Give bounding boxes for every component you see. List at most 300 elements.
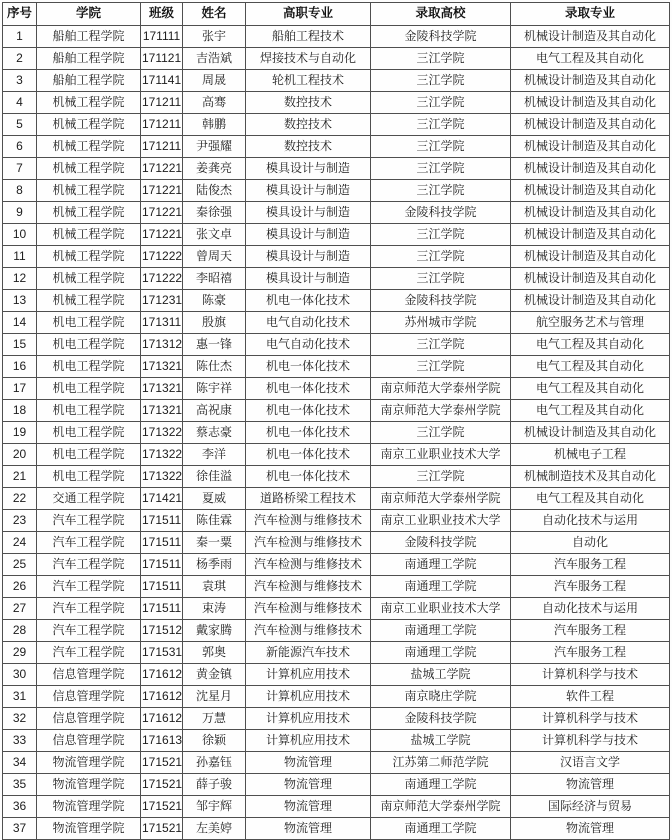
cell-admitted_university: 南通理工学院 <box>371 620 511 642</box>
cell-no: 23 <box>3 510 37 532</box>
cell-class_no: 171421 <box>141 488 183 510</box>
cell-college: 机械工程学院 <box>37 92 141 114</box>
cell-class_no: 171211 <box>141 114 183 136</box>
cell-no: 24 <box>3 532 37 554</box>
cell-admitted_major: 电气工程及其自动化 <box>511 334 670 356</box>
cell-vocational_major: 物流管理 <box>246 774 371 796</box>
cell-name: 李洋 <box>183 444 246 466</box>
cell-vocational_major: 数控技术 <box>246 92 371 114</box>
cell-college: 物流管理学院 <box>37 752 141 774</box>
table-row <box>3 796 670 818</box>
cell-vocational_major: 机电一体化技术 <box>246 378 371 400</box>
cell-admitted_major: 机械设计制造及其自动化 <box>511 26 670 48</box>
cell-admitted_university: 南京工业职业技术大学 <box>371 444 511 466</box>
table-row <box>3 26 670 48</box>
cell-vocational_major: 模具设计与制造 <box>246 224 371 246</box>
cell-name: 束涛 <box>183 598 246 620</box>
cell-name: 秦一粟 <box>183 532 246 554</box>
cell-class_no: 171521 <box>141 796 183 818</box>
cell-class_no: 171111 <box>141 26 183 48</box>
column-header-name: 姓名 <box>183 3 246 26</box>
cell-name: 邹宇辉 <box>183 796 246 818</box>
cell-college: 机械工程学院 <box>37 180 141 202</box>
cell-college: 交通工程学院 <box>37 488 141 510</box>
cell-class_no: 171531 <box>141 642 183 664</box>
column-header-admitted_major: 录取专业 <box>511 3 670 26</box>
cell-vocational_major: 轮机工程技术 <box>246 70 371 92</box>
cell-college: 机电工程学院 <box>37 400 141 422</box>
cell-no: 27 <box>3 598 37 620</box>
cell-class_no: 171511 <box>141 598 183 620</box>
table-row <box>3 400 670 422</box>
table-row <box>3 554 670 576</box>
cell-class_no: 171322 <box>141 466 183 488</box>
cell-vocational_major: 电气自动化技术 <box>246 312 371 334</box>
column-header-admitted_university: 录取高校 <box>371 3 511 26</box>
cell-admitted_major: 计算机科学与技术 <box>511 730 670 752</box>
cell-college: 机电工程学院 <box>37 466 141 488</box>
cell-admitted_university: 盐城工学院 <box>371 664 511 686</box>
cell-admitted_major: 物流管理 <box>511 818 670 840</box>
cell-no: 34 <box>3 752 37 774</box>
cell-class_no: 171231 <box>141 290 183 312</box>
cell-admitted_major: 物流管理 <box>511 774 670 796</box>
cell-college: 汽车工程学院 <box>37 598 141 620</box>
cell-class_no: 171322 <box>141 444 183 466</box>
cell-no: 32 <box>3 708 37 730</box>
cell-admitted_major: 机械电子工程 <box>511 444 670 466</box>
cell-vocational_major: 汽车检测与维修技术 <box>246 598 371 620</box>
cell-admitted_university: 金陵科技学院 <box>371 290 511 312</box>
cell-name: 张文卓 <box>183 224 246 246</box>
table-row <box>3 774 670 796</box>
cell-vocational_major: 机电一体化技术 <box>246 356 371 378</box>
cell-admitted_university: 三江学院 <box>371 180 511 202</box>
cell-vocational_major: 焊接技术与自动化 <box>246 48 371 70</box>
table-row <box>3 752 670 774</box>
cell-name: 沈星月 <box>183 686 246 708</box>
column-header-college: 学院 <box>37 3 141 26</box>
cell-admitted_major: 电气工程及其自动化 <box>511 48 670 70</box>
table-row <box>3 378 670 400</box>
cell-vocational_major: 数控技术 <box>246 136 371 158</box>
cell-admitted_university: 三江学院 <box>371 356 511 378</box>
cell-vocational_major: 汽车检测与维修技术 <box>246 510 371 532</box>
table-row <box>3 598 670 620</box>
cell-admitted_university: 南通理工学院 <box>371 642 511 664</box>
cell-class_no: 171613 <box>141 730 183 752</box>
table-row <box>3 708 670 730</box>
cell-name: 姜龚亮 <box>183 158 246 180</box>
cell-class_no: 171312 <box>141 334 183 356</box>
cell-name: 杨季雨 <box>183 554 246 576</box>
cell-admitted_university: 南京师范大学泰州学院 <box>371 378 511 400</box>
cell-vocational_major: 模具设计与制造 <box>246 158 371 180</box>
cell-admitted_university: 南京师范大学泰州学院 <box>371 400 511 422</box>
cell-admitted_university: 三江学院 <box>371 246 511 268</box>
cell-admitted_university: 三江学院 <box>371 92 511 114</box>
cell-admitted_major: 汽车服务工程 <box>511 576 670 598</box>
cell-admitted_major: 机械设计制造及其自动化 <box>511 70 670 92</box>
cell-no: 21 <box>3 466 37 488</box>
cell-name: 尹强耀 <box>183 136 246 158</box>
cell-vocational_major: 物流管理 <box>246 796 371 818</box>
cell-vocational_major: 汽车检测与维修技术 <box>246 576 371 598</box>
cell-class_no: 171511 <box>141 510 183 532</box>
cell-name: 高骞 <box>183 92 246 114</box>
cell-name: 戴家腾 <box>183 620 246 642</box>
table-row <box>3 158 670 180</box>
cell-class_no: 171521 <box>141 818 183 840</box>
cell-vocational_major: 物流管理 <box>246 818 371 840</box>
cell-college: 机电工程学院 <box>37 356 141 378</box>
cell-no: 29 <box>3 642 37 664</box>
cell-no: 35 <box>3 774 37 796</box>
cell-no: 36 <box>3 796 37 818</box>
cell-vocational_major: 电气自动化技术 <box>246 334 371 356</box>
cell-no: 37 <box>3 818 37 840</box>
cell-vocational_major: 模具设计与制造 <box>246 180 371 202</box>
table-row <box>3 114 670 136</box>
cell-admitted_major: 汽车服务工程 <box>511 642 670 664</box>
column-header-vocational_major: 高职专业 <box>246 3 371 26</box>
cell-name: 陆俊杰 <box>183 180 246 202</box>
cell-class_no: 171321 <box>141 378 183 400</box>
cell-admitted_major: 国际经济与贸易 <box>511 796 670 818</box>
cell-admitted_university: 南通理工学院 <box>371 774 511 796</box>
cell-vocational_major: 计算机应用技术 <box>246 686 371 708</box>
cell-admitted_major: 汽车服务工程 <box>511 554 670 576</box>
cell-vocational_major: 机电一体化技术 <box>246 422 371 444</box>
cell-class_no: 171511 <box>141 554 183 576</box>
cell-name: 殷旗 <box>183 312 246 334</box>
cell-college: 船舶工程学院 <box>37 48 141 70</box>
cell-college: 汽车工程学院 <box>37 576 141 598</box>
cell-class_no: 171521 <box>141 752 183 774</box>
cell-no: 19 <box>3 422 37 444</box>
cell-admitted_university: 金陵科技学院 <box>371 26 511 48</box>
cell-college: 船舶工程学院 <box>37 26 141 48</box>
cell-class_no: 171211 <box>141 92 183 114</box>
cell-admitted_major: 机械设计制造及其自动化 <box>511 202 670 224</box>
table-row <box>3 686 670 708</box>
cell-name: 韩鹏 <box>183 114 246 136</box>
table-row <box>3 334 670 356</box>
cell-admitted_university: 南京师范大学泰州学院 <box>371 488 511 510</box>
cell-vocational_major: 道路桥梁工程技术 <box>246 488 371 510</box>
table-row <box>3 642 670 664</box>
cell-vocational_major: 汽车检测与维修技术 <box>246 554 371 576</box>
table-row <box>3 136 670 158</box>
cell-vocational_major: 物流管理 <box>246 752 371 774</box>
cell-admitted_university: 三江学院 <box>371 136 511 158</box>
cell-college: 汽车工程学院 <box>37 642 141 664</box>
cell-admitted_major: 软件工程 <box>511 686 670 708</box>
cell-admitted_major: 机械设计制造及其自动化 <box>511 246 670 268</box>
cell-class_no: 171221 <box>141 180 183 202</box>
cell-admitted_university: 三江学院 <box>371 158 511 180</box>
column-header-class_no: 班级 <box>141 3 183 26</box>
cell-college: 汽车工程学院 <box>37 532 141 554</box>
cell-no: 9 <box>3 202 37 224</box>
cell-name: 黄金镇 <box>183 664 246 686</box>
cell-name: 李昭禧 <box>183 268 246 290</box>
cell-class_no: 171521 <box>141 774 183 796</box>
cell-name: 陈佳霖 <box>183 510 246 532</box>
cell-name: 孙嘉钰 <box>183 752 246 774</box>
cell-no: 16 <box>3 356 37 378</box>
table-row <box>3 422 670 444</box>
cell-no: 20 <box>3 444 37 466</box>
table-row <box>3 48 670 70</box>
cell-vocational_major: 新能源汽车技术 <box>246 642 371 664</box>
table-row <box>3 466 670 488</box>
cell-name: 惠一锋 <box>183 334 246 356</box>
table-row <box>3 532 670 554</box>
cell-no: 33 <box>3 730 37 752</box>
column-header-no: 序号 <box>3 3 37 26</box>
cell-vocational_major: 计算机应用技术 <box>246 708 371 730</box>
cell-no: 15 <box>3 334 37 356</box>
cell-no: 28 <box>3 620 37 642</box>
cell-class_no: 171221 <box>141 202 183 224</box>
cell-vocational_major: 汽车检测与维修技术 <box>246 532 371 554</box>
cell-admitted_major: 汽车服务工程 <box>511 620 670 642</box>
cell-name: 陈宇祥 <box>183 378 246 400</box>
cell-college: 机械工程学院 <box>37 202 141 224</box>
cell-name: 蔡志豪 <box>183 422 246 444</box>
cell-admitted_major: 汉语言文学 <box>511 752 670 774</box>
cell-vocational_major: 计算机应用技术 <box>246 730 371 752</box>
table-header <box>3 3 670 26</box>
cell-admitted_university: 三江学院 <box>371 114 511 136</box>
cell-college: 机械工程学院 <box>37 246 141 268</box>
table-row <box>3 488 670 510</box>
cell-name: 郭奥 <box>183 642 246 664</box>
cell-admitted_university: 金陵科技学院 <box>371 202 511 224</box>
cell-class_no: 171511 <box>141 532 183 554</box>
cell-admitted_university: 盐城工学院 <box>371 730 511 752</box>
cell-no: 2 <box>3 48 37 70</box>
cell-college: 信息管理学院 <box>37 708 141 730</box>
cell-name: 徐佳溢 <box>183 466 246 488</box>
table-row <box>3 356 670 378</box>
cell-admitted_university: 南通理工学院 <box>371 576 511 598</box>
cell-class_no: 171222 <box>141 268 183 290</box>
cell-college: 物流管理学院 <box>37 796 141 818</box>
cell-no: 1 <box>3 26 37 48</box>
cell-no: 30 <box>3 664 37 686</box>
cell-no: 31 <box>3 686 37 708</box>
cell-college: 机电工程学院 <box>37 312 141 334</box>
cell-name: 夏威 <box>183 488 246 510</box>
cell-college: 机械工程学院 <box>37 158 141 180</box>
cell-vocational_major: 船舶工程技术 <box>246 26 371 48</box>
cell-class_no: 171322 <box>141 422 183 444</box>
cell-class_no: 171511 <box>141 576 183 598</box>
cell-admitted_major: 机械设计制造及其自动化 <box>511 422 670 444</box>
cell-no: 11 <box>3 246 37 268</box>
cell-admitted_university: 南京工业职业技术大学 <box>371 598 511 620</box>
cell-class_no: 171311 <box>141 312 183 334</box>
cell-class_no: 171321 <box>141 356 183 378</box>
cell-no: 8 <box>3 180 37 202</box>
table-body <box>3 26 670 840</box>
cell-admitted_major: 机械设计制造及其自动化 <box>511 92 670 114</box>
cell-no: 13 <box>3 290 37 312</box>
cell-admitted_major: 机械设计制造及其自动化 <box>511 268 670 290</box>
table-row <box>3 246 670 268</box>
table-row <box>3 818 670 840</box>
cell-admitted_major: 计算机科学与技术 <box>511 664 670 686</box>
cell-admitted_major: 自动化 <box>511 532 670 554</box>
cell-college: 信息管理学院 <box>37 730 141 752</box>
cell-admitted_major: 机械设计制造及其自动化 <box>511 224 670 246</box>
cell-college: 物流管理学院 <box>37 818 141 840</box>
cell-admitted_university: 金陵科技学院 <box>371 532 511 554</box>
cell-college: 物流管理学院 <box>37 774 141 796</box>
admissions-table <box>2 2 670 840</box>
cell-vocational_major: 机电一体化技术 <box>246 290 371 312</box>
cell-vocational_major: 机电一体化技术 <box>246 400 371 422</box>
cell-vocational_major: 机电一体化技术 <box>246 466 371 488</box>
cell-admitted_university: 南通理工学院 <box>371 818 511 840</box>
cell-college: 机电工程学院 <box>37 444 141 466</box>
cell-admitted_major: 自动化技术与运用 <box>511 598 670 620</box>
cell-name: 徐颖 <box>183 730 246 752</box>
cell-vocational_major: 机电一体化技术 <box>246 444 371 466</box>
cell-college: 汽车工程学院 <box>37 620 141 642</box>
cell-no: 25 <box>3 554 37 576</box>
cell-college: 机械工程学院 <box>37 224 141 246</box>
cell-no: 5 <box>3 114 37 136</box>
cell-name: 高祝康 <box>183 400 246 422</box>
cell-class_no: 171211 <box>141 136 183 158</box>
table-row <box>3 510 670 532</box>
table-row <box>3 70 670 92</box>
table-row <box>3 92 670 114</box>
cell-college: 机械工程学院 <box>37 290 141 312</box>
cell-admitted_university: 金陵科技学院 <box>371 708 511 730</box>
cell-admitted_university: 三江学院 <box>371 422 511 444</box>
cell-admitted_university: 三江学院 <box>371 268 511 290</box>
cell-class_no: 171221 <box>141 158 183 180</box>
cell-admitted_university: 三江学院 <box>371 48 511 70</box>
cell-admitted_university: 三江学院 <box>371 224 511 246</box>
cell-admitted_major: 电气工程及其自动化 <box>511 400 670 422</box>
cell-name: 吉浩斌 <box>183 48 246 70</box>
cell-admitted_university: 南通理工学院 <box>371 554 511 576</box>
table-row <box>3 444 670 466</box>
cell-no: 17 <box>3 378 37 400</box>
cell-vocational_major: 模具设计与制造 <box>246 268 371 290</box>
cell-class_no: 171121 <box>141 48 183 70</box>
cell-no: 4 <box>3 92 37 114</box>
table-row <box>3 202 670 224</box>
cell-admitted_major: 电气工程及其自动化 <box>511 488 670 510</box>
cell-class_no: 171222 <box>141 246 183 268</box>
cell-admitted_university: 江苏第二师范学院 <box>371 752 511 774</box>
cell-no: 26 <box>3 576 37 598</box>
cell-college: 船舶工程学院 <box>37 70 141 92</box>
table-row <box>3 730 670 752</box>
cell-admitted_major: 机械设计制造及其自动化 <box>511 158 670 180</box>
cell-vocational_major: 模具设计与制造 <box>246 246 371 268</box>
cell-college: 汽车工程学院 <box>37 510 141 532</box>
header-row <box>3 3 670 26</box>
cell-class_no: 171612 <box>141 664 183 686</box>
cell-college: 汽车工程学院 <box>37 554 141 576</box>
cell-admitted_major: 航空服务艺术与管理 <box>511 312 670 334</box>
cell-class_no: 171141 <box>141 70 183 92</box>
cell-no: 18 <box>3 400 37 422</box>
cell-admitted_major: 机械制造技术及其自动化 <box>511 466 670 488</box>
cell-admitted_major: 机械设计制造及其自动化 <box>511 114 670 136</box>
cell-admitted_major: 计算机科学与技术 <box>511 708 670 730</box>
cell-admitted_university: 三江学院 <box>371 466 511 488</box>
table-row <box>3 290 670 312</box>
cell-admitted_university: 苏州城市学院 <box>371 312 511 334</box>
cell-vocational_major: 数控技术 <box>246 114 371 136</box>
cell-admitted_university: 三江学院 <box>371 334 511 356</box>
cell-name: 张宇 <box>183 26 246 48</box>
cell-admitted_university: 南京工业职业技术大学 <box>371 510 511 532</box>
cell-no: 14 <box>3 312 37 334</box>
cell-vocational_major: 模具设计与制造 <box>246 202 371 224</box>
cell-name: 周晟 <box>183 70 246 92</box>
cell-no: 6 <box>3 136 37 158</box>
table-row <box>3 620 670 642</box>
cell-class_no: 171612 <box>141 686 183 708</box>
cell-name: 陈豪 <box>183 290 246 312</box>
cell-admitted_major: 机械设计制造及其自动化 <box>511 136 670 158</box>
cell-vocational_major: 计算机应用技术 <box>246 664 371 686</box>
table-row <box>3 312 670 334</box>
cell-admitted_university: 三江学院 <box>371 70 511 92</box>
cell-admitted_major: 机械设计制造及其自动化 <box>511 180 670 202</box>
table-row <box>3 268 670 290</box>
cell-class_no: 171512 <box>141 620 183 642</box>
cell-admitted_major: 机械设计制造及其自动化 <box>511 290 670 312</box>
cell-admitted_university: 南京师范大学泰州学院 <box>371 796 511 818</box>
cell-no: 12 <box>3 268 37 290</box>
cell-class_no: 171221 <box>141 224 183 246</box>
cell-name: 万慧 <box>183 708 246 730</box>
cell-no: 3 <box>3 70 37 92</box>
cell-college: 机电工程学院 <box>37 334 141 356</box>
cell-no: 10 <box>3 224 37 246</box>
cell-admitted_major: 电气工程及其自动化 <box>511 356 670 378</box>
cell-college: 机械工程学院 <box>37 114 141 136</box>
table-row <box>3 664 670 686</box>
cell-name: 陈仕杰 <box>183 356 246 378</box>
table-row <box>3 576 670 598</box>
cell-college: 信息管理学院 <box>37 686 141 708</box>
cell-admitted_university: 南京晓庄学院 <box>371 686 511 708</box>
cell-vocational_major: 汽车检测与维修技术 <box>246 620 371 642</box>
cell-class_no: 171321 <box>141 400 183 422</box>
cell-admitted_major: 自动化技术与运用 <box>511 510 670 532</box>
table-row <box>3 224 670 246</box>
cell-name: 薛子骏 <box>183 774 246 796</box>
cell-name: 秦徐强 <box>183 202 246 224</box>
cell-college: 机械工程学院 <box>37 268 141 290</box>
cell-college: 机电工程学院 <box>37 422 141 444</box>
table-row <box>3 180 670 202</box>
cell-name: 左美婷 <box>183 818 246 840</box>
cell-college: 信息管理学院 <box>37 664 141 686</box>
cell-college: 机电工程学院 <box>37 378 141 400</box>
